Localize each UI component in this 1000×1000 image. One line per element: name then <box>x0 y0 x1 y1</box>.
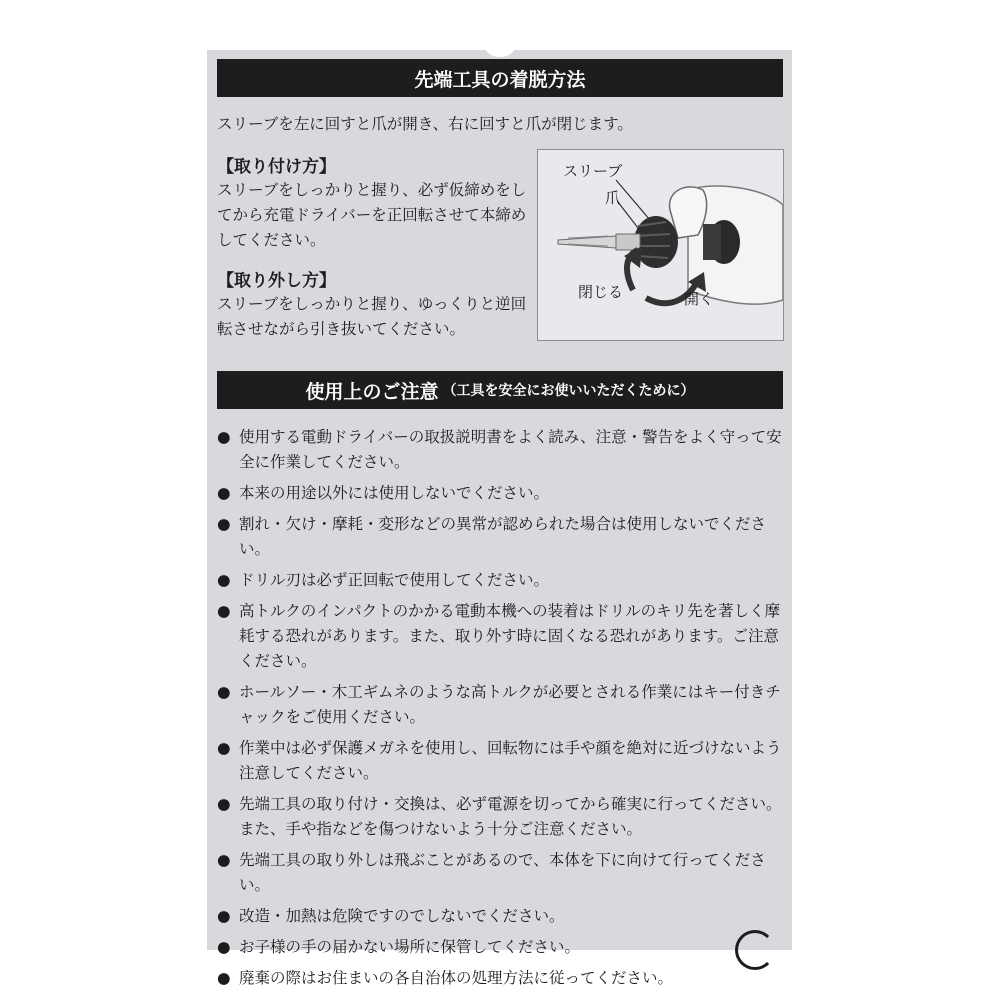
precaution-item: ● 使用する電動ドライバーの取扱説明書をよく読み、注意・警告をよく守って安全に作業してください。 <box>217 425 783 475</box>
open-label: 開く <box>684 290 715 308</box>
close-label: 閉じる <box>578 283 624 301</box>
attach-heading: 【取り付け方】 <box>217 157 336 177</box>
precaution-item: ● 作業中は必ず保護メガネを使用し、回転物には手や顔を絶対に近づけないよう注意してください。 <box>217 736 783 786</box>
section-title-text: 先端工具の着脱方法 <box>414 68 586 91</box>
precaution-item: ● お子様の手の届かない場所に保管してください。 <box>217 935 783 960</box>
precaution-item: ● 廃棄の際はお住まいの各自治体の処理方法に従ってください。 <box>217 966 783 991</box>
precaution-item: ● ホールソー・木工ギムネのような高トルクが必要とされる作業にはキー付きチャックをご使用ください。 <box>217 680 783 730</box>
chuck-illustration <box>537 149 784 341</box>
precaution-item: ● 本来の用途以外には使用しないでください。 <box>217 481 783 506</box>
precautions-subtitle: （工具を安全にお使いいただくために） <box>442 383 695 399</box>
claw-label: 爪 <box>605 189 621 207</box>
instruction-card <box>207 50 792 987</box>
precaution-item: ● 先端工具の取り外しは飛ぶことがあるので、本体を下に向けて行ってください。 <box>217 848 783 898</box>
section-title-attach-detach <box>217 59 783 97</box>
precaution-item: ● 割れ・欠け・摩耗・変形などの異常が認められた場合は使用しないでください。 <box>217 512 783 562</box>
precaution-list <box>217 425 783 997</box>
section-title-precautions <box>217 371 783 409</box>
precaution-item: ● 改造・加熱は危険ですのでしないでください。 <box>217 904 783 929</box>
detach-heading: 【取り外し方】 <box>217 271 336 291</box>
precautions-title: 使用上のご注意 <box>305 380 439 403</box>
precaution-item: ● 先端工具の取り付け・交換は、必ず電源を切ってから確実に行ってください。また、手や指などを傷つけないよう十分ご注意ください。 <box>217 792 783 842</box>
attach-text: スリーブをしっかりと握り、必ず仮締めをしてから充電ドライバーを正回転させて本締めしてください。 <box>217 181 527 249</box>
precaution-item: ● 高トルクのインパクトのかかる電動本機への装着はドリルのキリ先を著しく摩耗する恐れがあります。また、取り外す時に固くなる恐れがあります。ご注意ください。 <box>217 599 783 674</box>
recycle-mark-icon <box>735 930 775 970</box>
intro-text: スリーブを左に回すと爪が開き、右に回すと爪が閉じます。 <box>217 115 633 133</box>
detach-text: スリーブをしっかりと握り、ゆっくりと逆回転させながら引き抜いてください。 <box>217 295 527 338</box>
precaution-item: ● ドリル刃は必ず正回転で使用してください。 <box>217 568 783 593</box>
sleeve-label: スリーブ <box>563 162 623 180</box>
